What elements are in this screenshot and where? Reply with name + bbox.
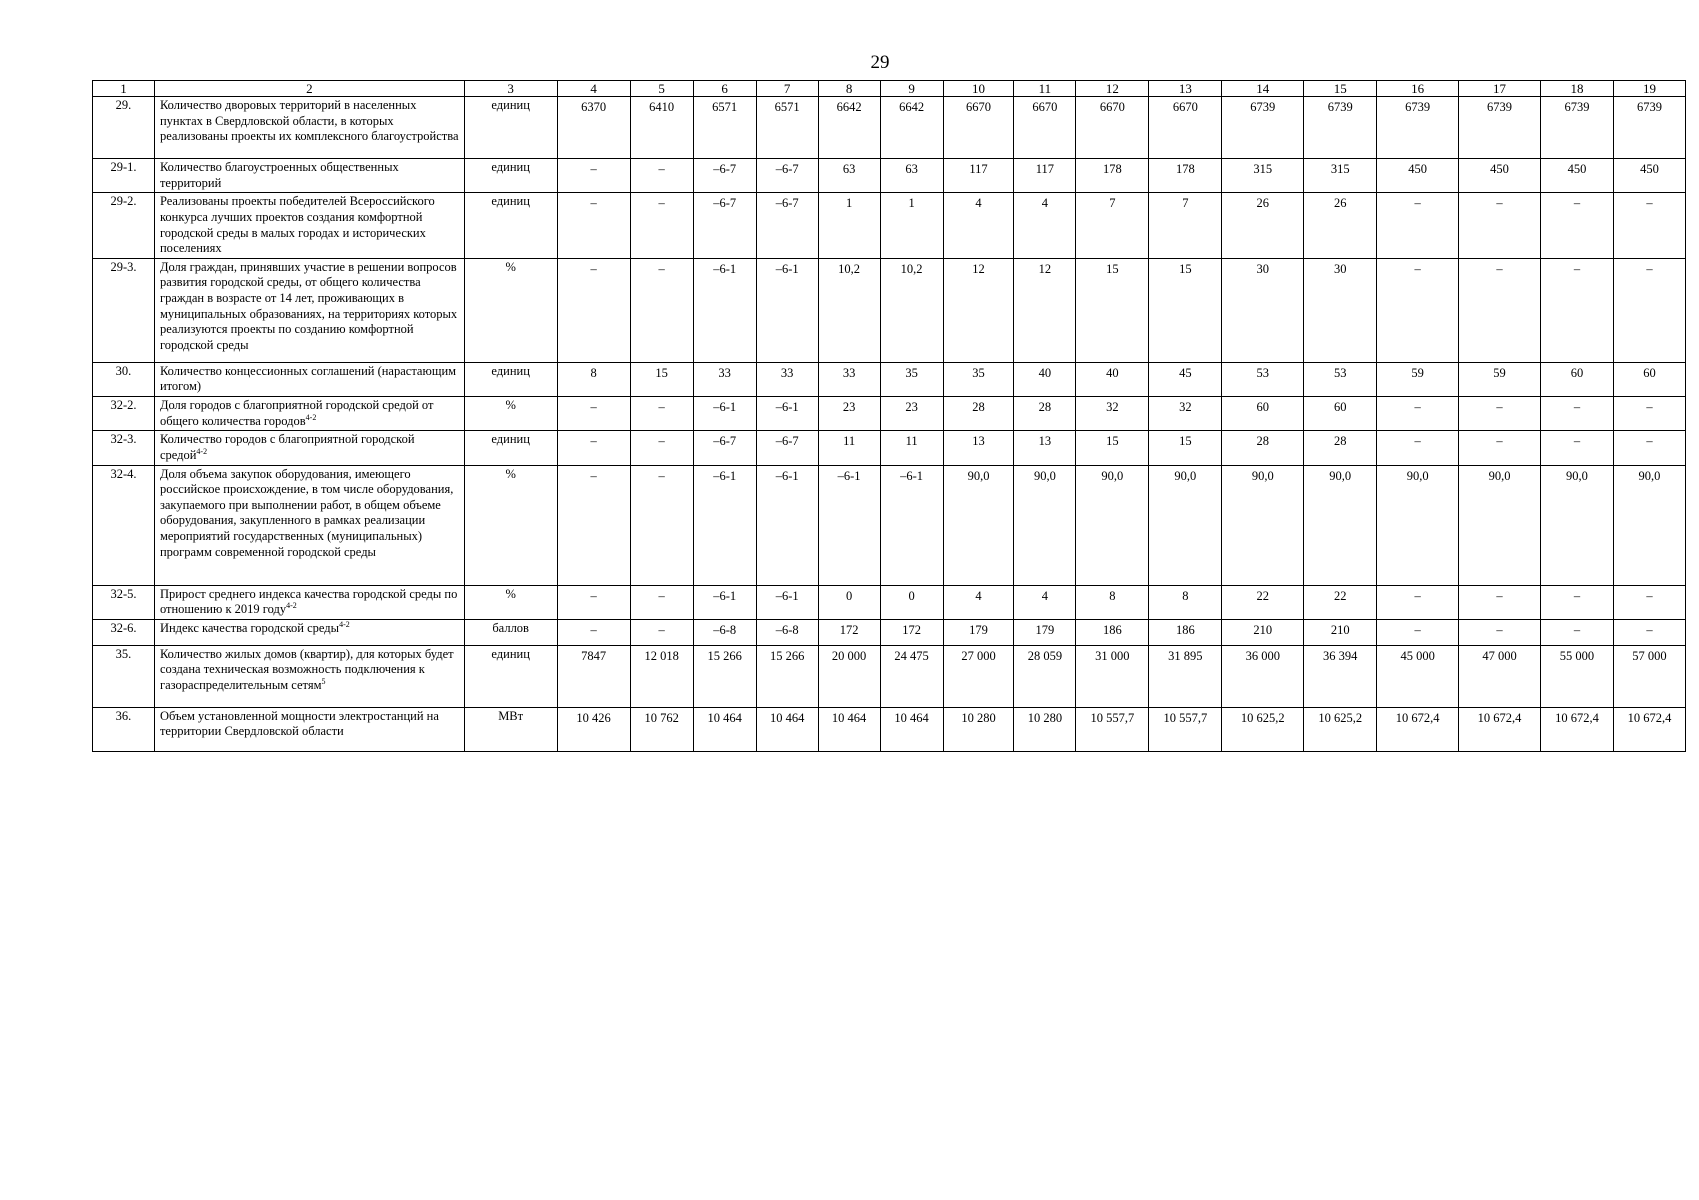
value-cell: 60 <box>1613 362 1685 396</box>
value-cell: 315 <box>1222 159 1304 193</box>
value-cell: –6-1 <box>818 465 880 585</box>
value-cell: 24 475 <box>880 645 943 707</box>
value-cell: – <box>1613 585 1685 619</box>
value-cell: –6-7 <box>756 159 818 193</box>
value-cell: 6739 <box>1304 97 1377 159</box>
column-header: 11 <box>1014 81 1076 97</box>
value-cell: 90,0 <box>1014 465 1076 585</box>
value-cell: –6-7 <box>693 431 756 465</box>
value-cell: 10 672,4 <box>1540 707 1613 751</box>
value-cell: 117 <box>1014 159 1076 193</box>
indicator-name: Индекс качества городской среды <box>159 620 340 635</box>
value-cell: –6-1 <box>693 258 756 362</box>
value-cell: – <box>557 397 630 431</box>
value-cell: 40 <box>1076 362 1149 396</box>
row-number: 29-2. <box>93 193 155 259</box>
value-cell: 12 018 <box>630 645 693 707</box>
value-cell: 30 <box>1222 258 1304 362</box>
value-cell: – <box>630 397 693 431</box>
value-cell: 1 <box>818 193 880 259</box>
value-cell: 90,0 <box>1149 465 1222 585</box>
indicator-name: Количество благоустроенных общественных территорий <box>159 160 399 190</box>
table-row <box>93 431 1686 465</box>
column-header: 16 <box>1377 81 1459 97</box>
value-cell: 53 <box>1222 362 1304 396</box>
column-header: 15 <box>1304 81 1377 97</box>
table-row <box>93 193 1686 259</box>
value-cell: –6-7 <box>693 193 756 259</box>
indicator-cell <box>154 431 464 465</box>
row-number: 32-3. <box>93 431 155 465</box>
unit-cell: % <box>464 397 557 431</box>
value-cell: – <box>1540 258 1613 362</box>
column-header: 17 <box>1459 81 1541 97</box>
row-number: 32-2. <box>93 397 155 431</box>
value-cell: –6-7 <box>693 159 756 193</box>
indicator-cell <box>154 193 464 259</box>
value-cell: – <box>630 258 693 362</box>
table-row <box>93 619 1686 645</box>
value-cell: 35 <box>943 362 1014 396</box>
value-cell: 10 625,2 <box>1222 707 1304 751</box>
table-row <box>93 585 1686 619</box>
value-cell: 10 280 <box>1014 707 1076 751</box>
value-cell: 32 <box>1149 397 1222 431</box>
value-cell: 28 059 <box>1014 645 1076 707</box>
value-cell: 450 <box>1540 159 1613 193</box>
indicator-cell <box>154 707 464 751</box>
indicator-name: Прирост среднего индекса качества городской среды по отношению к 2019 году <box>159 586 458 617</box>
unit-cell: % <box>464 258 557 362</box>
value-cell: 10 464 <box>818 707 880 751</box>
value-cell: 6739 <box>1459 97 1541 159</box>
value-cell: 6739 <box>1540 97 1613 159</box>
value-cell: – <box>1459 431 1541 465</box>
indicator-name: Количество городов с благоприятной городской средой <box>159 432 415 462</box>
row-number: 29-3. <box>93 258 155 362</box>
column-header: 5 <box>630 81 693 97</box>
row-number: 32-6. <box>93 619 155 645</box>
value-cell: 10 557,7 <box>1149 707 1222 751</box>
value-cell: 10 557,7 <box>1076 707 1149 751</box>
value-cell: 90,0 <box>1222 465 1304 585</box>
value-cell: 7 <box>1149 193 1222 259</box>
value-cell: 7847 <box>557 645 630 707</box>
value-cell: –6-8 <box>693 619 756 645</box>
value-cell: 172 <box>818 619 880 645</box>
column-header: 7 <box>756 81 818 97</box>
footnote-ref: 4-2 <box>196 446 208 456</box>
value-cell: 172 <box>880 619 943 645</box>
value-cell: – <box>1540 193 1613 259</box>
value-cell: –6-1 <box>880 465 943 585</box>
value-cell: – <box>1377 585 1459 619</box>
footnote-ref: 4-2 <box>339 619 350 629</box>
value-cell: 15 <box>1149 258 1222 362</box>
value-cell: – <box>1613 193 1685 259</box>
value-cell: 15 266 <box>693 645 756 707</box>
column-header: 12 <box>1076 81 1149 97</box>
unit-cell: единиц <box>464 362 557 396</box>
value-cell: 90,0 <box>1304 465 1377 585</box>
column-header: 19 <box>1613 81 1685 97</box>
indicator-cell <box>154 397 464 431</box>
value-cell: 23 <box>880 397 943 431</box>
value-cell: 47 000 <box>1459 645 1541 707</box>
value-cell: –6-1 <box>693 397 756 431</box>
value-cell: 28 <box>1014 397 1076 431</box>
value-cell: 26 <box>1222 193 1304 259</box>
value-cell: 15 266 <box>756 645 818 707</box>
indicators-table <box>92 80 1686 752</box>
value-cell: 57 000 <box>1613 645 1685 707</box>
column-header: 9 <box>880 81 943 97</box>
value-cell: – <box>557 431 630 465</box>
column-header: 14 <box>1222 81 1304 97</box>
value-cell: 10 464 <box>880 707 943 751</box>
value-cell: 1 <box>880 193 943 259</box>
value-cell: 90,0 <box>943 465 1014 585</box>
value-cell: – <box>557 193 630 259</box>
value-cell: –6-7 <box>756 193 818 259</box>
value-cell: 59 <box>1377 362 1459 396</box>
value-cell: – <box>630 431 693 465</box>
value-cell: 10,2 <box>880 258 943 362</box>
value-cell: 90,0 <box>1459 465 1541 585</box>
value-cell: 10 762 <box>630 707 693 751</box>
value-cell: 23 <box>818 397 880 431</box>
header-row <box>93 81 1686 97</box>
value-cell: 90,0 <box>1540 465 1613 585</box>
value-cell: – <box>1613 619 1685 645</box>
value-cell: 15 <box>1149 431 1222 465</box>
row-number: 29-1. <box>93 159 155 193</box>
value-cell: 6739 <box>1222 97 1304 159</box>
value-cell: – <box>1377 397 1459 431</box>
value-cell: – <box>630 159 693 193</box>
value-cell: 33 <box>756 362 818 396</box>
value-cell: 186 <box>1149 619 1222 645</box>
value-cell: 450 <box>1377 159 1459 193</box>
value-cell: 6410 <box>630 97 693 159</box>
value-cell: – <box>1459 397 1541 431</box>
unit-cell: баллов <box>464 619 557 645</box>
unit-cell: единиц <box>464 645 557 707</box>
value-cell: 60 <box>1540 362 1613 396</box>
indicator-cell <box>154 619 464 645</box>
value-cell: 40 <box>1014 362 1076 396</box>
value-cell: 10 625,2 <box>1304 707 1377 751</box>
value-cell: 6642 <box>880 97 943 159</box>
value-cell: 28 <box>943 397 1014 431</box>
page-number: 29 <box>870 52 890 73</box>
value-cell: 45 <box>1149 362 1222 396</box>
table-row <box>93 362 1686 396</box>
table-row <box>93 645 1686 707</box>
value-cell: – <box>1377 258 1459 362</box>
value-cell: 13 <box>1014 431 1076 465</box>
indicator-name: Реализованы проекты победителей Всероссийского конкурса лучших проектов создания комфортной городской среды в малых городах и исторических поселениях <box>159 194 435 256</box>
value-cell: 4 <box>1014 193 1076 259</box>
value-cell: 12 <box>943 258 1014 362</box>
value-cell: – <box>630 193 693 259</box>
value-cell: – <box>630 465 693 585</box>
value-cell: 63 <box>880 159 943 193</box>
value-cell: 186 <box>1076 619 1149 645</box>
value-cell: 10 280 <box>943 707 1014 751</box>
indicator-cell <box>154 465 464 585</box>
footnote-ref: 5 <box>321 676 326 686</box>
column-header: 18 <box>1540 81 1613 97</box>
row-number: 36. <box>93 707 155 751</box>
value-cell: 6571 <box>693 97 756 159</box>
value-cell: 30 <box>1304 258 1377 362</box>
value-cell: 6739 <box>1613 97 1685 159</box>
value-cell: 45 000 <box>1377 645 1459 707</box>
value-cell: – <box>557 159 630 193</box>
value-cell: 6670 <box>1076 97 1149 159</box>
value-cell: 22 <box>1304 585 1377 619</box>
table-row <box>93 258 1686 362</box>
unit-cell: % <box>464 585 557 619</box>
value-cell: 4 <box>1014 585 1076 619</box>
indicator-cell <box>154 97 464 159</box>
column-header: 13 <box>1149 81 1222 97</box>
value-cell: 31 000 <box>1076 645 1149 707</box>
value-cell: 6370 <box>557 97 630 159</box>
unit-cell: единиц <box>464 193 557 259</box>
value-cell: –6-1 <box>756 397 818 431</box>
value-cell: 53 <box>1304 362 1377 396</box>
unit-cell: единиц <box>464 159 557 193</box>
value-cell: 60 <box>1222 397 1304 431</box>
indicator-cell <box>154 159 464 193</box>
indicator-cell <box>154 258 464 362</box>
indicator-cell <box>154 585 464 619</box>
value-cell: – <box>1459 619 1541 645</box>
value-cell: 55 000 <box>1540 645 1613 707</box>
value-cell: 8 <box>1149 585 1222 619</box>
indicator-name: Доля объема закупок оборудования, имеющего российское происхождение, в том числе оборудования, закупаемого при выполнении работ, в общем объеме оборудования, закупленного в рамках реализации мероприятий государственных (муниципальных) программ современной городской среды <box>159 466 454 559</box>
value-cell: 27 000 <box>943 645 1014 707</box>
value-cell: 63 <box>818 159 880 193</box>
table-row <box>93 465 1686 585</box>
unit-cell: МВт <box>464 707 557 751</box>
value-cell: 90,0 <box>1076 465 1149 585</box>
value-cell: –6-1 <box>693 585 756 619</box>
value-cell: 60 <box>1304 397 1377 431</box>
value-cell: 179 <box>943 619 1014 645</box>
table-row <box>93 707 1686 751</box>
value-cell: 210 <box>1304 619 1377 645</box>
value-cell: 179 <box>1014 619 1076 645</box>
column-header: 10 <box>943 81 1014 97</box>
value-cell: – <box>1540 585 1613 619</box>
value-cell: 13 <box>943 431 1014 465</box>
column-header: 4 <box>557 81 630 97</box>
unit-cell: единиц <box>464 97 557 159</box>
value-cell: 10 464 <box>756 707 818 751</box>
value-cell: 178 <box>1149 159 1222 193</box>
value-cell: 7 <box>1076 193 1149 259</box>
indicator-cell <box>154 645 464 707</box>
value-cell: 28 <box>1222 431 1304 465</box>
value-cell: – <box>1459 193 1541 259</box>
value-cell: 36 394 <box>1304 645 1377 707</box>
value-cell: – <box>557 258 630 362</box>
value-cell: –6-1 <box>693 465 756 585</box>
value-cell: – <box>1540 431 1613 465</box>
row-number: 32-5. <box>93 585 155 619</box>
value-cell: 210 <box>1222 619 1304 645</box>
value-cell: 8 <box>557 362 630 396</box>
indicator-name: Количество концессионных соглашений (нарастающим итогом) <box>159 363 457 394</box>
value-cell: 315 <box>1304 159 1377 193</box>
value-cell: 12 <box>1014 258 1076 362</box>
row-number: 29. <box>93 97 155 159</box>
value-cell: – <box>1459 258 1541 362</box>
value-cell: 10 672,4 <box>1613 707 1685 751</box>
value-cell: 28 <box>1304 431 1377 465</box>
value-cell: 6642 <box>818 97 880 159</box>
value-cell: 6670 <box>943 97 1014 159</box>
column-header: 1 <box>93 81 155 97</box>
value-cell: –6-1 <box>756 465 818 585</box>
value-cell: 6670 <box>1149 97 1222 159</box>
indicator-name: Доля городов с благоприятной городской средой от общего количества городов <box>159 398 434 428</box>
value-cell: – <box>1613 258 1685 362</box>
value-cell: – <box>557 465 630 585</box>
value-cell: –6-7 <box>756 431 818 465</box>
value-cell: 10 672,4 <box>1377 707 1459 751</box>
value-cell: 22 <box>1222 585 1304 619</box>
value-cell: 0 <box>818 585 880 619</box>
value-cell: – <box>1377 193 1459 259</box>
value-cell: –6-8 <box>756 619 818 645</box>
value-cell: – <box>1540 619 1613 645</box>
value-cell: – <box>1377 431 1459 465</box>
value-cell: 6670 <box>1014 97 1076 159</box>
column-header: 3 <box>464 81 557 97</box>
value-cell: 450 <box>1613 159 1685 193</box>
column-header: 6 <box>693 81 756 97</box>
value-cell: 33 <box>693 362 756 396</box>
value-cell: 20 000 <box>818 645 880 707</box>
value-cell: 450 <box>1459 159 1541 193</box>
table-row <box>93 97 1686 159</box>
value-cell: – <box>1540 397 1613 431</box>
value-cell: –6-1 <box>756 585 818 619</box>
value-cell: 32 <box>1076 397 1149 431</box>
unit-cell: % <box>464 465 557 585</box>
value-cell: 6571 <box>756 97 818 159</box>
value-cell: – <box>557 585 630 619</box>
indicator-cell <box>154 362 464 396</box>
value-cell: 6739 <box>1377 97 1459 159</box>
column-header: 8 <box>818 81 880 97</box>
value-cell: 90,0 <box>1613 465 1685 585</box>
column-header: 2 <box>154 81 464 97</box>
value-cell: 59 <box>1459 362 1541 396</box>
value-cell: 10 672,4 <box>1459 707 1541 751</box>
value-cell: – <box>1613 431 1685 465</box>
value-cell: – <box>630 585 693 619</box>
unit-cell: единиц <box>464 431 557 465</box>
value-cell: 4 <box>943 193 1014 259</box>
value-cell: – <box>1613 397 1685 431</box>
value-cell: 15 <box>1076 431 1149 465</box>
value-cell: – <box>630 619 693 645</box>
row-number: 30. <box>93 362 155 396</box>
value-cell: 117 <box>943 159 1014 193</box>
value-cell: 4 <box>943 585 1014 619</box>
value-cell: 15 <box>630 362 693 396</box>
value-cell: 11 <box>880 431 943 465</box>
row-number: 35. <box>93 645 155 707</box>
indicator-name: Доля граждан, принявших участие в решении вопросов развития городской среды, от общего количества граждан в возрасте от 14 лет, проживающих в муниципальных образованиях, на территориях которых реализуются проекты по созданию комфортной городской среды <box>159 259 458 352</box>
value-cell: –6-1 <box>756 258 818 362</box>
footnote-ref: 4-2 <box>305 412 317 422</box>
table-row <box>93 397 1686 431</box>
value-cell: 8 <box>1076 585 1149 619</box>
value-cell: 0 <box>880 585 943 619</box>
value-cell: 31 895 <box>1149 645 1222 707</box>
value-cell: – <box>557 619 630 645</box>
value-cell: 15 <box>1076 258 1149 362</box>
table-row <box>93 159 1686 193</box>
value-cell: 33 <box>818 362 880 396</box>
value-cell: 10,2 <box>818 258 880 362</box>
value-cell: – <box>1459 585 1541 619</box>
value-cell: 26 <box>1304 193 1377 259</box>
value-cell: 11 <box>818 431 880 465</box>
value-cell: 178 <box>1076 159 1149 193</box>
value-cell: 10 464 <box>693 707 756 751</box>
footnote-ref: 4-2 <box>286 600 297 610</box>
value-cell: 36 000 <box>1222 645 1304 707</box>
indicator-name: Количество жилых домов (квартир), для которых будет создана техническая возможность подключения к газораспределительным сетям <box>159 646 454 692</box>
value-cell: – <box>1377 619 1459 645</box>
indicator-name: Объем установленной мощности электростанций на территории Свердловской области <box>159 708 439 739</box>
value-cell: 10 426 <box>557 707 630 751</box>
value-cell: 35 <box>880 362 943 396</box>
value-cell: 90,0 <box>1377 465 1459 585</box>
indicator-name: Количество дворовых территорий в населенных пунктах в Свердловской области, в которых реализованы проекты их комплексного благоустройства <box>159 98 459 144</box>
row-number: 32-4. <box>93 465 155 585</box>
